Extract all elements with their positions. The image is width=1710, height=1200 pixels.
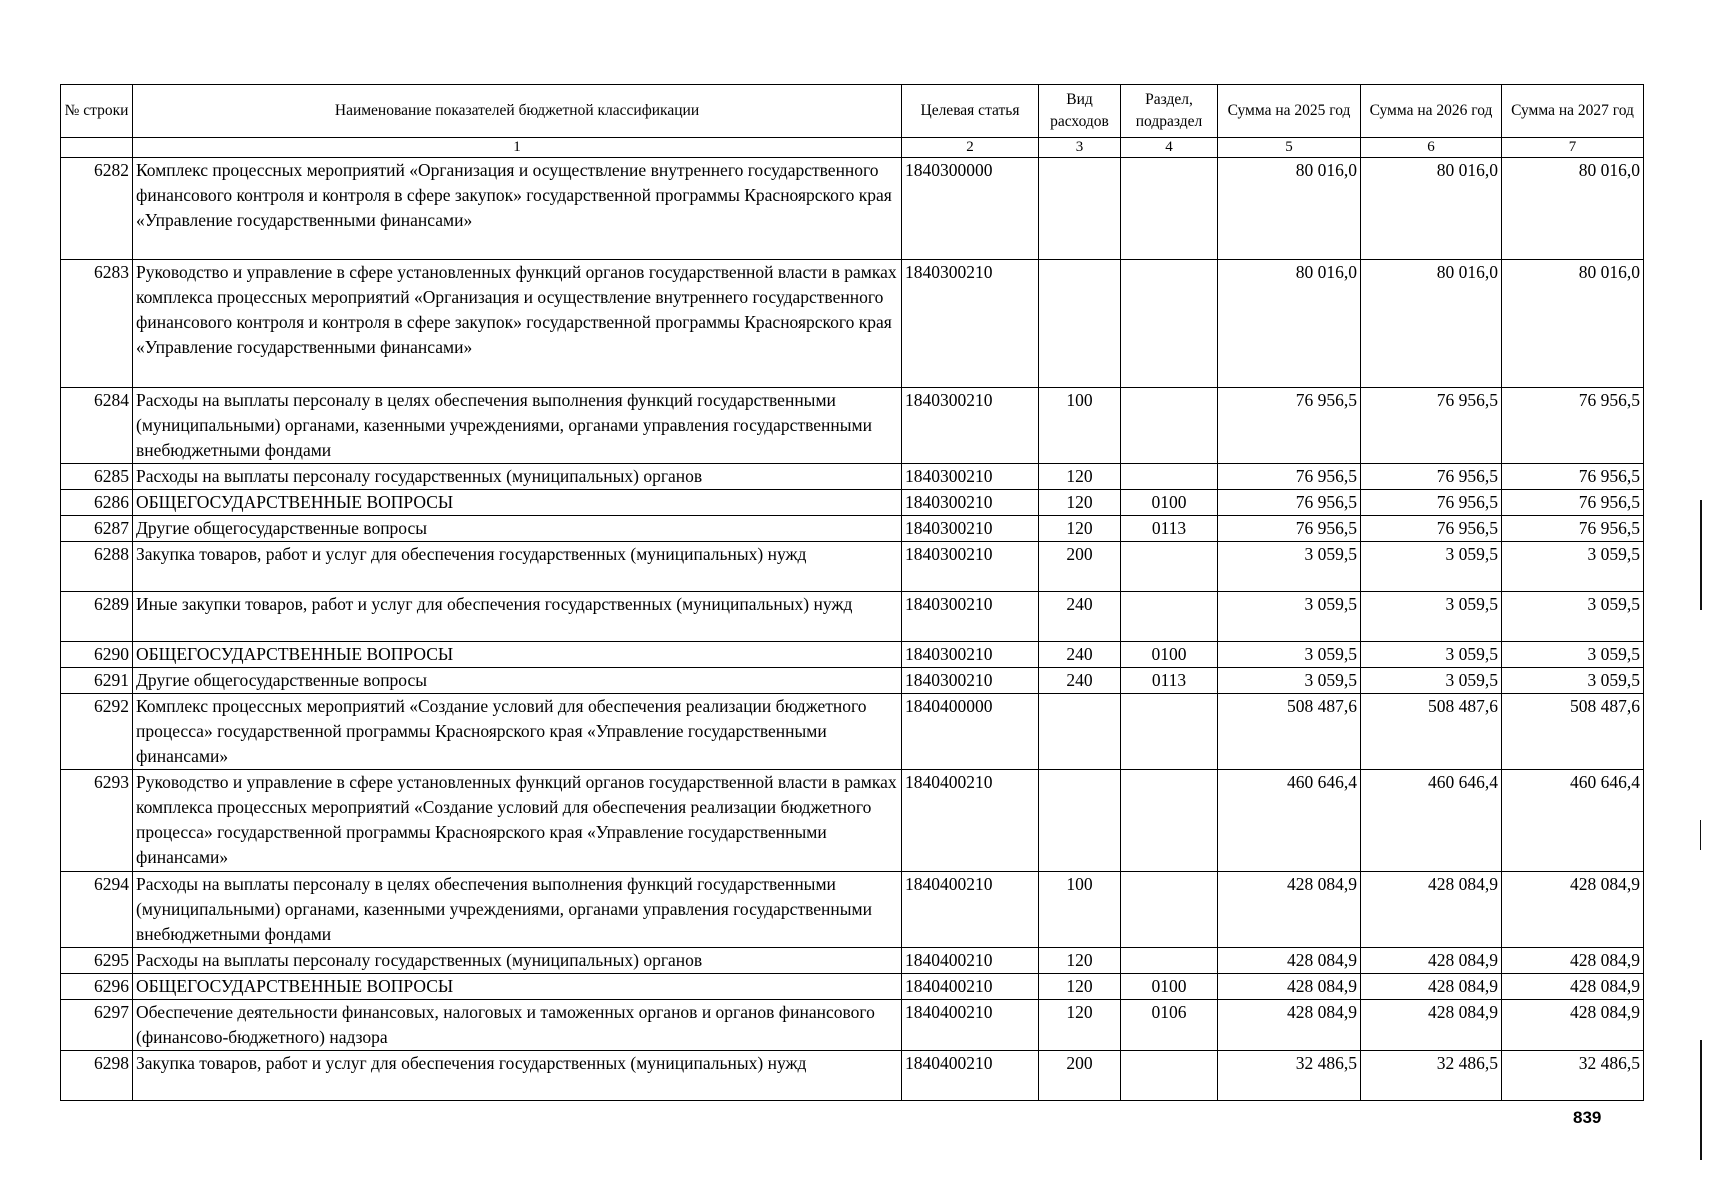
expense-type-cell: 240 xyxy=(1039,642,1121,668)
row-number-cell: 6297 xyxy=(61,1000,133,1051)
section-cell: 0100 xyxy=(1121,974,1218,1000)
column-number-row xyxy=(61,138,1644,158)
sum-2027-cell: 80 016,0 xyxy=(1502,158,1644,260)
target-article-cell: 1840300210 xyxy=(902,464,1039,490)
sum-2025-cell: 3 059,5 xyxy=(1218,592,1361,642)
target-article-cell: 1840400210 xyxy=(902,1000,1039,1051)
target-article-cell: 1840400210 xyxy=(902,1051,1039,1101)
budget-document-page xyxy=(60,84,1643,1101)
header-row-number: № строки xyxy=(61,85,133,138)
sum-2026-cell: 3 059,5 xyxy=(1361,542,1502,592)
table-row xyxy=(61,770,1644,872)
sum-2026-cell: 3 059,5 xyxy=(1361,592,1502,642)
table-header-row xyxy=(61,85,1644,138)
sum-2027-cell: 76 956,5 xyxy=(1502,490,1644,516)
table-row xyxy=(61,516,1644,542)
section-cell: 0106 xyxy=(1121,1000,1218,1051)
sum-2026-cell: 80 016,0 xyxy=(1361,158,1502,260)
table-row xyxy=(61,464,1644,490)
sum-2026-cell: 76 956,5 xyxy=(1361,464,1502,490)
sum-2027-cell: 76 956,5 xyxy=(1502,388,1644,464)
row-number-cell: 6285 xyxy=(61,464,133,490)
sum-2027-cell: 508 487,6 xyxy=(1502,694,1644,770)
indicator-name-cell: Комплекс процессных мероприятий «Организация и осуществление внутреннего государственного финансового контроля и контроля в сфере закупок» государственной программы Красноярского края «Управление государственными финансами» xyxy=(133,158,902,260)
sum-2026-cell: 428 084,9 xyxy=(1361,872,1502,948)
header-expense-type: Вид расходов xyxy=(1039,85,1121,138)
sum-2026-cell: 32 486,5 xyxy=(1361,1051,1502,1101)
section-cell xyxy=(1121,388,1218,464)
sum-2025-cell: 3 059,5 xyxy=(1218,642,1361,668)
indicator-name-cell: Комплекс процессных мероприятий «Создание условий для обеспечения реализации бюджетного процесса» государственной программы Красноярского края «Управление государственными финансами» xyxy=(133,694,902,770)
expense-type-cell: 120 xyxy=(1039,974,1121,1000)
expense-type-cell: 100 xyxy=(1039,872,1121,948)
indicator-name-cell: ОБЩЕГОСУДАРСТВЕННЫЕ ВОПРОСЫ xyxy=(133,642,902,668)
expense-type-cell: 120 xyxy=(1039,516,1121,542)
indicator-name-cell: Другие общегосударственные вопросы xyxy=(133,668,902,694)
table-row xyxy=(61,542,1644,592)
row-number-cell: 6295 xyxy=(61,948,133,974)
expense-type-cell xyxy=(1039,694,1121,770)
table-body xyxy=(61,158,1644,1101)
indicator-name-cell: Руководство и управление в сфере установленных функций органов государственной власти в рамках комплекса процессных мероприятий «Организация и осуществление внутреннего государственного финансового контроля и контроля в сфере закупок» государственной программы Красноярского края «Управление государственными финансами» xyxy=(133,260,902,388)
row-number-cell: 6286 xyxy=(61,490,133,516)
section-cell: 0113 xyxy=(1121,668,1218,694)
sum-2025-cell: 460 646,4 xyxy=(1218,770,1361,872)
sum-2026-cell: 460 646,4 xyxy=(1361,770,1502,872)
sum-2026-cell: 508 487,6 xyxy=(1361,694,1502,770)
header-indicator-name: Наименование показателей бюджетной классификации xyxy=(133,85,902,138)
scan-edge-mark xyxy=(1700,820,1701,850)
indicator-name-cell: Обеспечение деятельности финансовых, налоговых и таможенных органов и органов финансового (финансово-бюджетного) надзора xyxy=(133,1000,902,1051)
sum-2026-cell: 428 084,9 xyxy=(1361,1000,1502,1051)
section-cell xyxy=(1121,770,1218,872)
expense-type-cell xyxy=(1039,260,1121,388)
table-row xyxy=(61,1051,1644,1101)
indicator-name-cell: Иные закупки товаров, работ и услуг для обеспечения государственных (муниципальных) нужд xyxy=(133,592,902,642)
sum-2026-cell: 428 084,9 xyxy=(1361,948,1502,974)
sum-2025-cell: 3 059,5 xyxy=(1218,542,1361,592)
section-cell xyxy=(1121,542,1218,592)
target-article-cell: 1840300210 xyxy=(902,668,1039,694)
sum-2025-cell: 76 956,5 xyxy=(1218,464,1361,490)
sum-2026-cell: 80 016,0 xyxy=(1361,260,1502,388)
row-number-cell: 6282 xyxy=(61,158,133,260)
scan-edge-mark xyxy=(1700,500,1702,610)
target-article-cell: 1840300210 xyxy=(902,642,1039,668)
target-article-cell: 1840300210 xyxy=(902,388,1039,464)
indicator-name-cell: Расходы на выплаты персоналу государственных (муниципальных) органов xyxy=(133,948,902,974)
section-cell xyxy=(1121,260,1218,388)
column-number: 4 xyxy=(1121,138,1218,158)
row-number-cell: 6296 xyxy=(61,974,133,1000)
expense-type-cell: 200 xyxy=(1039,1051,1121,1101)
sum-2025-cell: 76 956,5 xyxy=(1218,516,1361,542)
target-article-cell: 1840400000 xyxy=(902,694,1039,770)
sum-2027-cell: 76 956,5 xyxy=(1502,464,1644,490)
sum-2027-cell: 460 646,4 xyxy=(1502,770,1644,872)
scan-edge-mark xyxy=(1700,1040,1702,1160)
row-number-cell: 6290 xyxy=(61,642,133,668)
column-number xyxy=(61,138,133,158)
sum-2027-cell: 3 059,5 xyxy=(1502,668,1644,694)
section-cell: 0100 xyxy=(1121,642,1218,668)
sum-2025-cell: 32 486,5 xyxy=(1218,1051,1361,1101)
target-article-cell: 1840300210 xyxy=(902,260,1039,388)
table-row xyxy=(61,490,1644,516)
row-number-cell: 6283 xyxy=(61,260,133,388)
table-row xyxy=(61,948,1644,974)
budget-classification-table xyxy=(60,84,1644,1101)
sum-2025-cell: 80 016,0 xyxy=(1218,260,1361,388)
sum-2027-cell: 428 084,9 xyxy=(1502,974,1644,1000)
row-number-cell: 6291 xyxy=(61,668,133,694)
indicator-name-cell: Другие общегосударственные вопросы xyxy=(133,516,902,542)
section-cell xyxy=(1121,464,1218,490)
header-target-article: Целевая статья xyxy=(902,85,1039,138)
row-number-cell: 6298 xyxy=(61,1051,133,1101)
section-cell: 0100 xyxy=(1121,490,1218,516)
table-row xyxy=(61,388,1644,464)
table-row xyxy=(61,158,1644,260)
sum-2025-cell: 428 084,9 xyxy=(1218,872,1361,948)
expense-type-cell: 120 xyxy=(1039,490,1121,516)
sum-2025-cell: 508 487,6 xyxy=(1218,694,1361,770)
row-number-cell: 6284 xyxy=(61,388,133,464)
section-cell xyxy=(1121,694,1218,770)
sum-2027-cell: 3 059,5 xyxy=(1502,642,1644,668)
sum-2026-cell: 76 956,5 xyxy=(1361,490,1502,516)
section-cell xyxy=(1121,158,1218,260)
sum-2027-cell: 80 016,0 xyxy=(1502,260,1644,388)
sum-2027-cell: 3 059,5 xyxy=(1502,542,1644,592)
sum-2027-cell: 428 084,9 xyxy=(1502,948,1644,974)
indicator-name-cell: Расходы на выплаты персоналу в целях обеспечения выполнения функций государственными (муниципальными) органами, казенными учреждениями, органами управления государственными внебюджетными фондами xyxy=(133,388,902,464)
section-cell xyxy=(1121,592,1218,642)
sum-2026-cell: 3 059,5 xyxy=(1361,668,1502,694)
expense-type-cell: 120 xyxy=(1039,464,1121,490)
row-number-cell: 6292 xyxy=(61,694,133,770)
indicator-name-cell: Закупка товаров, работ и услуг для обеспечения государственных (муниципальных) нужд xyxy=(133,542,902,592)
expense-type-cell xyxy=(1039,158,1121,260)
table-row xyxy=(61,974,1644,1000)
indicator-name-cell: Расходы на выплаты персоналу государственных (муниципальных) органов xyxy=(133,464,902,490)
target-article-cell: 1840300210 xyxy=(902,516,1039,542)
header-section: Раздел, подраздел xyxy=(1121,85,1218,138)
sum-2027-cell: 32 486,5 xyxy=(1502,1051,1644,1101)
header-sum-2026: Сумма на 2026 год xyxy=(1361,85,1502,138)
indicator-name-cell: ОБЩЕГОСУДАРСТВЕННЫЕ ВОПРОСЫ xyxy=(133,490,902,516)
indicator-name-cell: Закупка товаров, работ и услуг для обеспечения государственных (муниципальных) нужд xyxy=(133,1051,902,1101)
table-row xyxy=(61,1000,1644,1051)
table-row xyxy=(61,592,1644,642)
target-article-cell: 1840300210 xyxy=(902,592,1039,642)
indicator-name-cell: Руководство и управление в сфере установленных функций органов государственной власти в рамках комплекса процессных мероприятий «Создание условий для обеспечения реализации бюджетного процесса» государственной программы Красноярского края «Управление государственными финансами» xyxy=(133,770,902,872)
target-article-cell: 1840300000 xyxy=(902,158,1039,260)
table-row xyxy=(61,642,1644,668)
row-number-cell: 6293 xyxy=(61,770,133,872)
sum-2026-cell: 428 084,9 xyxy=(1361,974,1502,1000)
row-number-cell: 6294 xyxy=(61,872,133,948)
target-article-cell: 1840400210 xyxy=(902,948,1039,974)
sum-2027-cell: 76 956,5 xyxy=(1502,516,1644,542)
sum-2025-cell: 3 059,5 xyxy=(1218,668,1361,694)
table-row xyxy=(61,260,1644,388)
sum-2025-cell: 80 016,0 xyxy=(1218,158,1361,260)
section-cell xyxy=(1121,1051,1218,1101)
indicator-name-cell: Расходы на выплаты персоналу в целях обеспечения выполнения функций государственными (муниципальными) органами, казенными учреждениями, органами управления государственными внебюджетными фондами xyxy=(133,872,902,948)
page-number: 839 xyxy=(1573,1108,1602,1127)
expense-type-cell xyxy=(1039,770,1121,872)
sum-2025-cell: 76 956,5 xyxy=(1218,388,1361,464)
table-row xyxy=(61,694,1644,770)
row-number-cell: 6287 xyxy=(61,516,133,542)
section-cell: 0113 xyxy=(1121,516,1218,542)
column-number: 7 xyxy=(1502,138,1644,158)
sum-2027-cell: 428 084,9 xyxy=(1502,872,1644,948)
expense-type-cell: 120 xyxy=(1039,948,1121,974)
sum-2026-cell: 76 956,5 xyxy=(1361,516,1502,542)
table-row xyxy=(61,872,1644,948)
sum-2025-cell: 428 084,9 xyxy=(1218,948,1361,974)
row-number-cell: 6288 xyxy=(61,542,133,592)
expense-type-cell: 240 xyxy=(1039,592,1121,642)
column-number: 1 xyxy=(133,138,902,158)
expense-type-cell: 240 xyxy=(1039,668,1121,694)
sum-2025-cell: 428 084,9 xyxy=(1218,1000,1361,1051)
target-article-cell: 1840400210 xyxy=(902,770,1039,872)
sum-2027-cell: 428 084,9 xyxy=(1502,1000,1644,1051)
section-cell xyxy=(1121,948,1218,974)
row-number-cell: 6289 xyxy=(61,592,133,642)
column-number: 2 xyxy=(902,138,1039,158)
expense-type-cell: 100 xyxy=(1039,388,1121,464)
section-cell xyxy=(1121,872,1218,948)
sum-2026-cell: 76 956,5 xyxy=(1361,388,1502,464)
indicator-name-cell: ОБЩЕГОСУДАРСТВЕННЫЕ ВОПРОСЫ xyxy=(133,974,902,1000)
target-article-cell: 1840300210 xyxy=(902,542,1039,592)
expense-type-cell: 120 xyxy=(1039,1000,1121,1051)
column-number: 6 xyxy=(1361,138,1502,158)
sum-2025-cell: 76 956,5 xyxy=(1218,490,1361,516)
sum-2026-cell: 3 059,5 xyxy=(1361,642,1502,668)
target-article-cell: 1840400210 xyxy=(902,974,1039,1000)
header-sum-2027: Сумма на 2027 год xyxy=(1502,85,1644,138)
expense-type-cell: 200 xyxy=(1039,542,1121,592)
target-article-cell: 1840400210 xyxy=(902,872,1039,948)
sum-2027-cell: 3 059,5 xyxy=(1502,592,1644,642)
target-article-cell: 1840300210 xyxy=(902,490,1039,516)
sum-2025-cell: 428 084,9 xyxy=(1218,974,1361,1000)
header-sum-2025: Сумма на 2025 год xyxy=(1218,85,1361,138)
column-number: 5 xyxy=(1218,138,1361,158)
table-row xyxy=(61,668,1644,694)
column-number: 3 xyxy=(1039,138,1121,158)
